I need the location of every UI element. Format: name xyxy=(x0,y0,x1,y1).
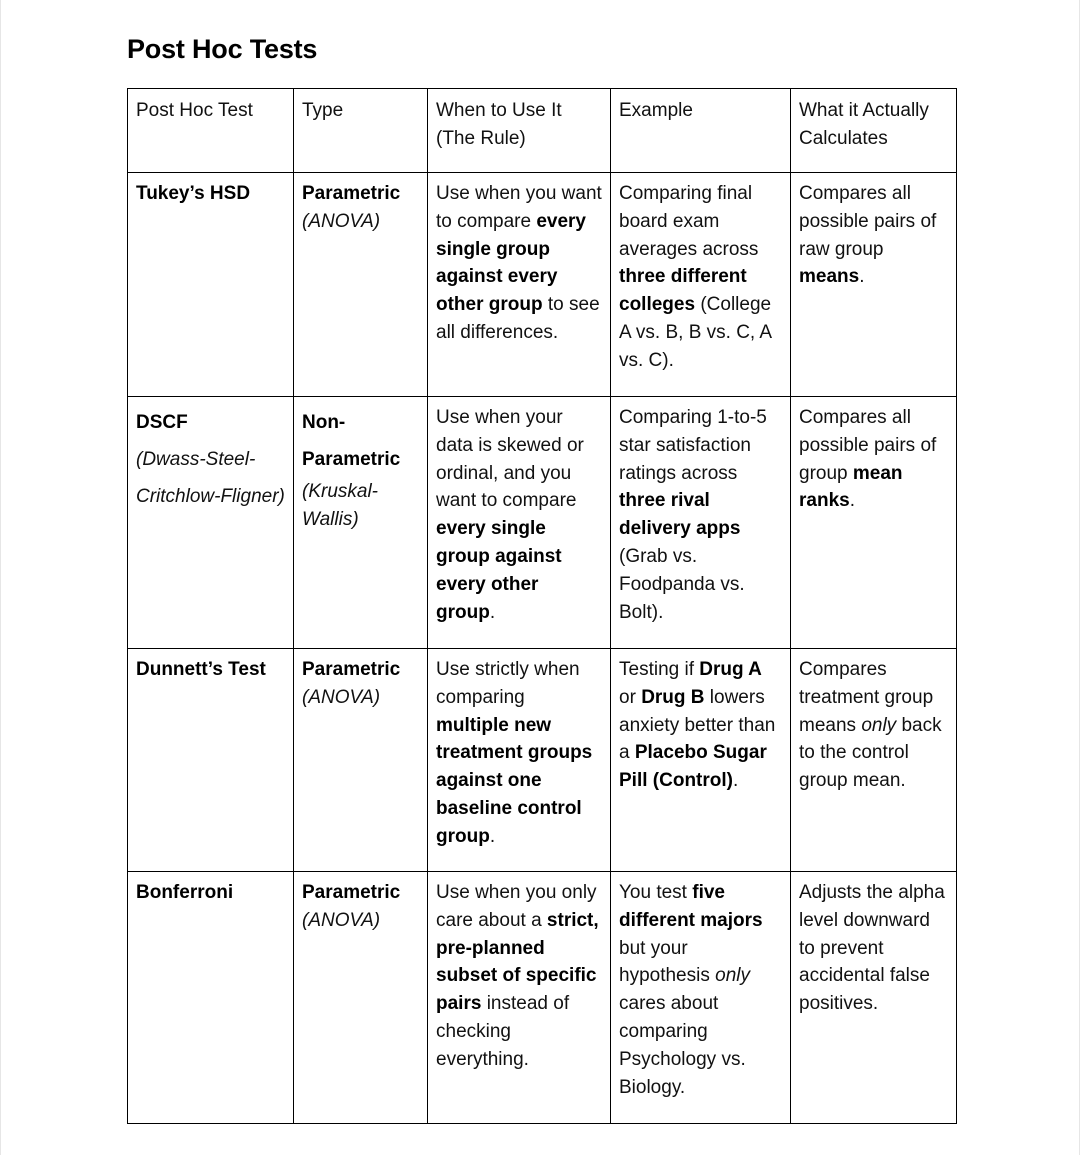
bold-text: five different majors xyxy=(619,882,763,931)
test-name-cell xyxy=(128,649,294,872)
bold-text: Drug B xyxy=(641,686,705,708)
cell-text: Use when you want to compare xyxy=(436,183,602,232)
page-title: Post Hoc Tests xyxy=(127,34,318,64)
type-label: Parametric xyxy=(302,659,401,680)
type-label: Non-Parametric xyxy=(302,412,401,470)
table-row xyxy=(128,173,957,397)
when-to-use-cell xyxy=(428,872,611,1124)
cell-text: Adjusts the alpha level downward to prevent accidental false positives. xyxy=(799,882,945,1015)
cell-text: Comparing final board exam averages across xyxy=(619,183,759,260)
cell-text: back to the control group mean. xyxy=(799,714,942,792)
type-cell xyxy=(294,872,428,1124)
cell-text: or xyxy=(619,686,642,708)
cell-text: Compares all possible pairs of group xyxy=(799,407,937,484)
type-label: Parametric xyxy=(302,882,401,903)
cell-text: . xyxy=(849,490,855,512)
calculates-cell xyxy=(791,872,957,1124)
example-cell xyxy=(611,872,791,1124)
cell-text: Comparing 1-to-5 star satisfaction ratings across xyxy=(619,407,767,484)
example-cell xyxy=(611,397,791,649)
test-name-cell xyxy=(128,397,294,649)
bold-text: Placebo Sugar Pill (Control) xyxy=(619,742,767,792)
cell-text: Compares all possible pairs of raw group xyxy=(799,183,937,260)
bold-text: every single group against every other group xyxy=(436,210,586,316)
type-label: Parametric xyxy=(302,183,401,204)
cell-text: . xyxy=(489,825,496,847)
calculates-cell xyxy=(791,173,957,397)
calculates-cell xyxy=(791,649,957,872)
cell-text: Use strictly when comparing xyxy=(436,659,580,708)
type-qualifier: (ANOVA) xyxy=(302,686,381,708)
type-qualifier: (Kruskal-Wallis) xyxy=(302,481,379,530)
header-what-it-calculates: What it Actually Calculates xyxy=(791,89,957,173)
cell-text: to see all differences. xyxy=(436,294,600,343)
example-cell xyxy=(611,173,791,397)
bold-text: three rival delivery apps xyxy=(619,490,741,540)
type-qualifier: (ANOVA) xyxy=(302,210,381,232)
bold-text: Drug A xyxy=(699,659,762,680)
bold-text: every single group against every other group xyxy=(436,518,562,623)
when-to-use-cell xyxy=(428,173,611,397)
test-name: Tukey’s HSD xyxy=(136,183,251,204)
cell-text: (College A vs. B, B vs. C, A vs. C). xyxy=(619,294,772,371)
cell-text: . xyxy=(859,266,865,288)
italic-text: only xyxy=(715,965,750,987)
bold-text: means xyxy=(799,266,860,288)
table-row xyxy=(128,649,957,872)
cell-text: Compares treatment group means xyxy=(799,659,934,736)
cell-text: . xyxy=(732,770,739,792)
cell-text: . xyxy=(489,601,496,623)
cell-text: You test xyxy=(619,882,693,903)
test-full-name: (Dwass-Steel-Critchlow-Fligner) xyxy=(136,449,285,507)
header-example: Example xyxy=(611,89,791,173)
header-type: Type xyxy=(294,89,428,173)
test-name: Bonferroni xyxy=(136,882,234,903)
type-cell xyxy=(294,649,428,872)
bold-text: mean ranks xyxy=(799,462,903,512)
example-cell xyxy=(611,649,791,872)
header-when-to-use: When to Use It (The Rule) xyxy=(428,89,611,173)
type-qualifier: (ANOVA) xyxy=(302,909,381,931)
cell-text: Use when your data is skewed or ordinal, and you want to compare xyxy=(436,407,584,512)
table-header-row xyxy=(128,89,957,173)
bold-text: three different colleges xyxy=(619,266,747,316)
calculates-cell xyxy=(791,397,957,649)
type-cell xyxy=(294,173,428,397)
bold-text: strict, pre-planned subset of specific pairs xyxy=(436,909,599,1015)
test-name: Dunnett’s Test xyxy=(136,659,266,680)
table-row xyxy=(128,397,957,649)
cell-text: lowers anxiety better than a xyxy=(619,686,776,764)
test-name: DSCF xyxy=(136,412,188,433)
test-name-cell xyxy=(128,872,294,1124)
test-name-cell xyxy=(128,173,294,397)
italic-text: only xyxy=(861,714,897,736)
cell-text: (Grab vs. Foodpanda vs. Bolt). xyxy=(619,545,745,623)
post-hoc-table xyxy=(127,88,957,1124)
cell-text: Use when you only care about a xyxy=(436,882,597,931)
cell-text: but your hypothesis xyxy=(619,937,716,987)
bold-text: multiple new treatment groups against one baseline control group xyxy=(436,714,593,847)
when-to-use-cell xyxy=(428,649,611,872)
when-to-use-cell xyxy=(428,397,611,649)
type-cell xyxy=(294,397,428,649)
table-row xyxy=(128,872,957,1124)
cell-text: instead of checking everything. xyxy=(436,993,570,1070)
cell-text: cares about comparing Psychology vs. Biology. xyxy=(619,993,746,1098)
cell-text: Testing if xyxy=(619,659,700,680)
header-post-hoc-test: Post Hoc Test xyxy=(128,89,294,173)
